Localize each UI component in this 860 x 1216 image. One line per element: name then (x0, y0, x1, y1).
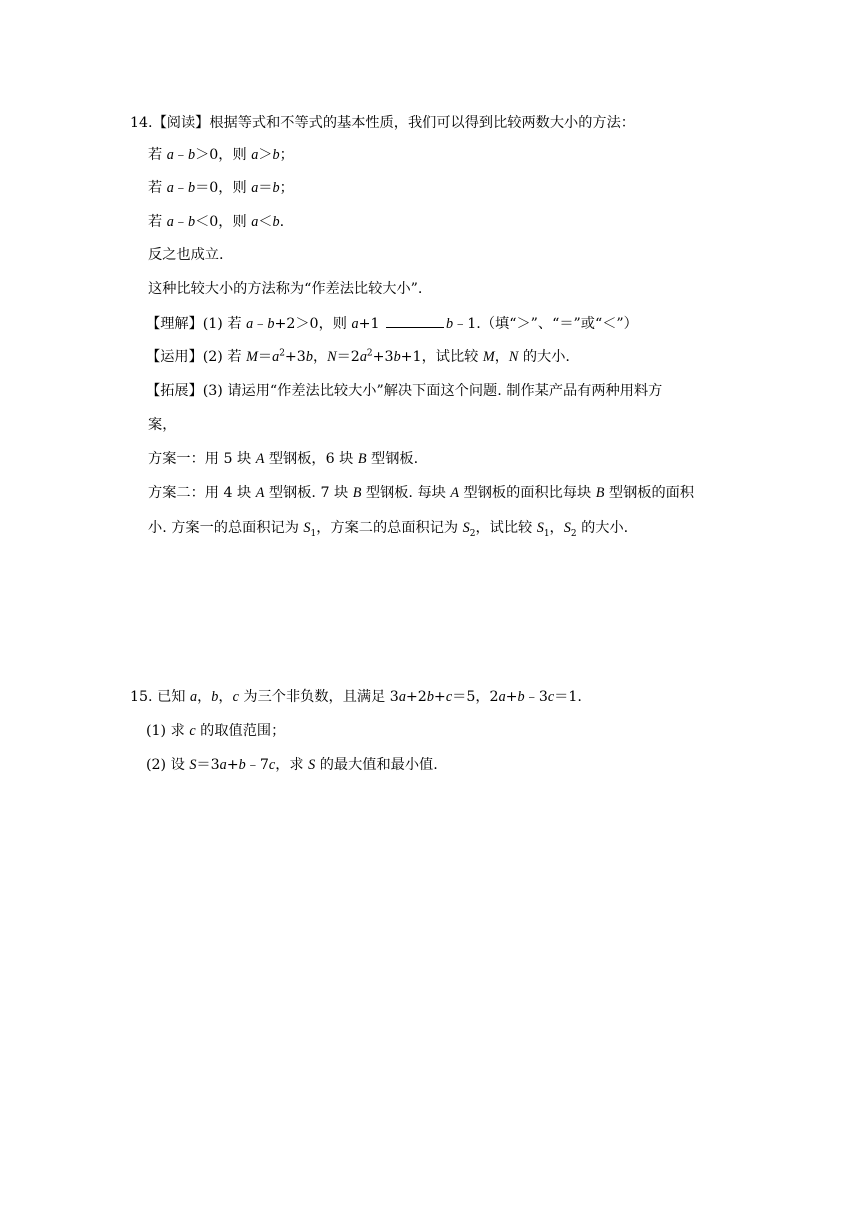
var-a: a (246, 316, 254, 332)
var-A: A (255, 451, 265, 467)
var-B: B (595, 485, 605, 501)
q14-rule-2 (148, 178, 294, 198)
q14-plan1 (148, 449, 418, 469)
text: 型钢板的面积比每块 (459, 485, 596, 501)
text: +2＞0，则 (274, 316, 352, 332)
q14-method: 这种比较大小的方法称为“作差法比较大小”. (148, 281, 423, 297)
text: ＝2 (336, 349, 360, 365)
var-c: c (445, 689, 453, 705)
text: 【理解】(1) 若 (146, 316, 247, 332)
text: ﹣7 (245, 757, 269, 773)
subscript: 2 (570, 528, 577, 539)
text: 已知 (152, 689, 190, 705)
text: ﹣1.（填“＞”、“＝”或“＜”） (453, 316, 638, 332)
var-B: B (352, 485, 362, 501)
op: ﹣ (173, 180, 188, 196)
q15-stem (130, 687, 582, 707)
q14-part2 (146, 347, 570, 367)
q14-part1 (146, 313, 638, 334)
text: ，求 (275, 757, 309, 773)
var-b: b (188, 214, 196, 230)
text: 的大小. (576, 520, 629, 536)
text: ， (218, 689, 233, 705)
text: ＜0，则 (195, 214, 252, 230)
text: 型钢板. 7 块 (264, 485, 353, 501)
var-b: b (305, 349, 313, 365)
text: 型钢板. 每块 (361, 485, 451, 501)
text: 【运用】(2) 若 (146, 349, 247, 365)
text: ； (279, 147, 294, 163)
var-b: b (272, 147, 280, 163)
subscript: 1 (543, 528, 550, 539)
var-B: B (357, 451, 367, 467)
text: . (279, 214, 285, 230)
q14-converse: 反之也成立. (148, 247, 224, 263)
text: 的最大值和最小值. (315, 757, 438, 773)
text: 为三个非负数，且满足 3 (238, 689, 399, 705)
text: +3 (372, 349, 394, 365)
var-A: A (255, 485, 265, 501)
var-a: a (498, 689, 506, 705)
text: +3 (284, 349, 306, 365)
text: ＝0，则 (195, 180, 252, 196)
text: ＝1. (554, 689, 582, 705)
var-c: c (189, 723, 196, 739)
q14-intro (130, 113, 635, 133)
text: +2 (405, 689, 427, 705)
text: ， (197, 689, 212, 705)
var-a: a (189, 689, 198, 705)
var-b: b (267, 316, 275, 332)
text: (1) 求 (146, 723, 190, 739)
op: ＜ (258, 214, 273, 230)
answer-blank[interactable] (386, 313, 444, 328)
text: + (226, 757, 239, 773)
q14-rule-1 (148, 145, 294, 165)
text: ﹣3 (524, 689, 548, 705)
var-a: a (166, 214, 174, 230)
var-S: S (308, 757, 316, 773)
text: 若 (148, 180, 167, 196)
text: 的大小. (518, 349, 570, 365)
text: + (433, 689, 446, 705)
var-a: a (351, 316, 359, 332)
op: ﹣ (173, 147, 188, 163)
op: ﹣ (173, 214, 188, 230)
var-S: S (189, 757, 197, 773)
text: ，方案二的总面积记为 (316, 520, 463, 536)
var-S: S (536, 520, 544, 536)
var-A: A (450, 485, 460, 501)
text: 若 (148, 214, 167, 230)
text: 若 (148, 147, 167, 163)
q15-sub2 (146, 755, 438, 775)
var-a: a (272, 349, 280, 365)
q14-plan2 (148, 483, 694, 503)
var-a: a (398, 689, 406, 705)
q14-part3-line1: 【拓展】(3) 请运用“作差法比较大小”解决下面这个问题. 制作某产品有两种用料方 (146, 383, 663, 399)
text: 型钢板的面积 (604, 485, 695, 501)
text: ＝3 (196, 757, 220, 773)
op: ＝ (258, 180, 273, 196)
var-c: c (547, 689, 555, 705)
q14-plan-compare (148, 518, 628, 538)
var-b: b (517, 689, 525, 705)
var-a: a (251, 180, 259, 196)
text: 方案一：用 5 块 (148, 451, 256, 467)
text: 型钢板. (366, 451, 419, 467)
var-a: a (359, 349, 367, 365)
text: ， (312, 349, 328, 365)
text: 小. 方案一的总面积记为 (148, 520, 304, 536)
text: ＝5，2 (452, 689, 499, 705)
var-S: S (462, 520, 470, 536)
text: +1，试比较 (400, 349, 483, 365)
var-c: c (232, 689, 239, 705)
q14-intro-text: 【阅读】根据等式和不等式的基本性质，我们可以得到比较两数大小的方法： (152, 115, 635, 131)
exponent: 2 (366, 348, 373, 359)
text: +1 (358, 316, 384, 332)
var-b: b (272, 214, 280, 230)
var-S: S (563, 520, 571, 536)
op: ﹣ (253, 316, 268, 332)
var-b: b (211, 689, 219, 705)
text: ， (494, 349, 509, 365)
var-a: a (219, 757, 227, 773)
var-a: a (166, 147, 174, 163)
var-b: b (188, 180, 196, 196)
text: ，试比较 (475, 520, 537, 536)
q14-number: 14. (130, 115, 153, 131)
text: (2) 设 (146, 757, 190, 773)
q15-number: 15. (130, 689, 153, 705)
text: 的取值范围； (195, 723, 286, 739)
text: + (505, 689, 518, 705)
text: ， (549, 520, 564, 536)
op: ＝ (257, 349, 273, 365)
var-b: b (272, 180, 280, 196)
text: 型钢板，6 块 (264, 451, 358, 467)
text: ； (279, 180, 294, 196)
op: ＞ (258, 147, 273, 163)
var-c: c (268, 757, 276, 773)
exponent: 2 (279, 348, 285, 359)
text: ＞0，则 (195, 147, 252, 163)
var-M: M (482, 349, 495, 365)
q14-part3-line2: 案， (148, 417, 177, 433)
var-N: N (508, 349, 519, 365)
var-S: S (303, 520, 311, 536)
q15-sub1 (146, 721, 285, 741)
subscript: 1 (310, 528, 317, 539)
var-b: b (426, 689, 434, 705)
var-N: N (327, 349, 337, 365)
var-a: a (166, 180, 174, 196)
var-a: a (251, 147, 259, 163)
var-b: b (188, 147, 196, 163)
var-b: b (446, 316, 454, 332)
var-b: b (393, 349, 401, 365)
var-a: a (251, 214, 259, 230)
var-M: M (246, 349, 258, 365)
subscript: 2 (469, 528, 476, 539)
text: 方案二：用 4 块 (148, 485, 256, 501)
var-b: b (238, 757, 246, 773)
q14-rule-3 (148, 212, 284, 232)
